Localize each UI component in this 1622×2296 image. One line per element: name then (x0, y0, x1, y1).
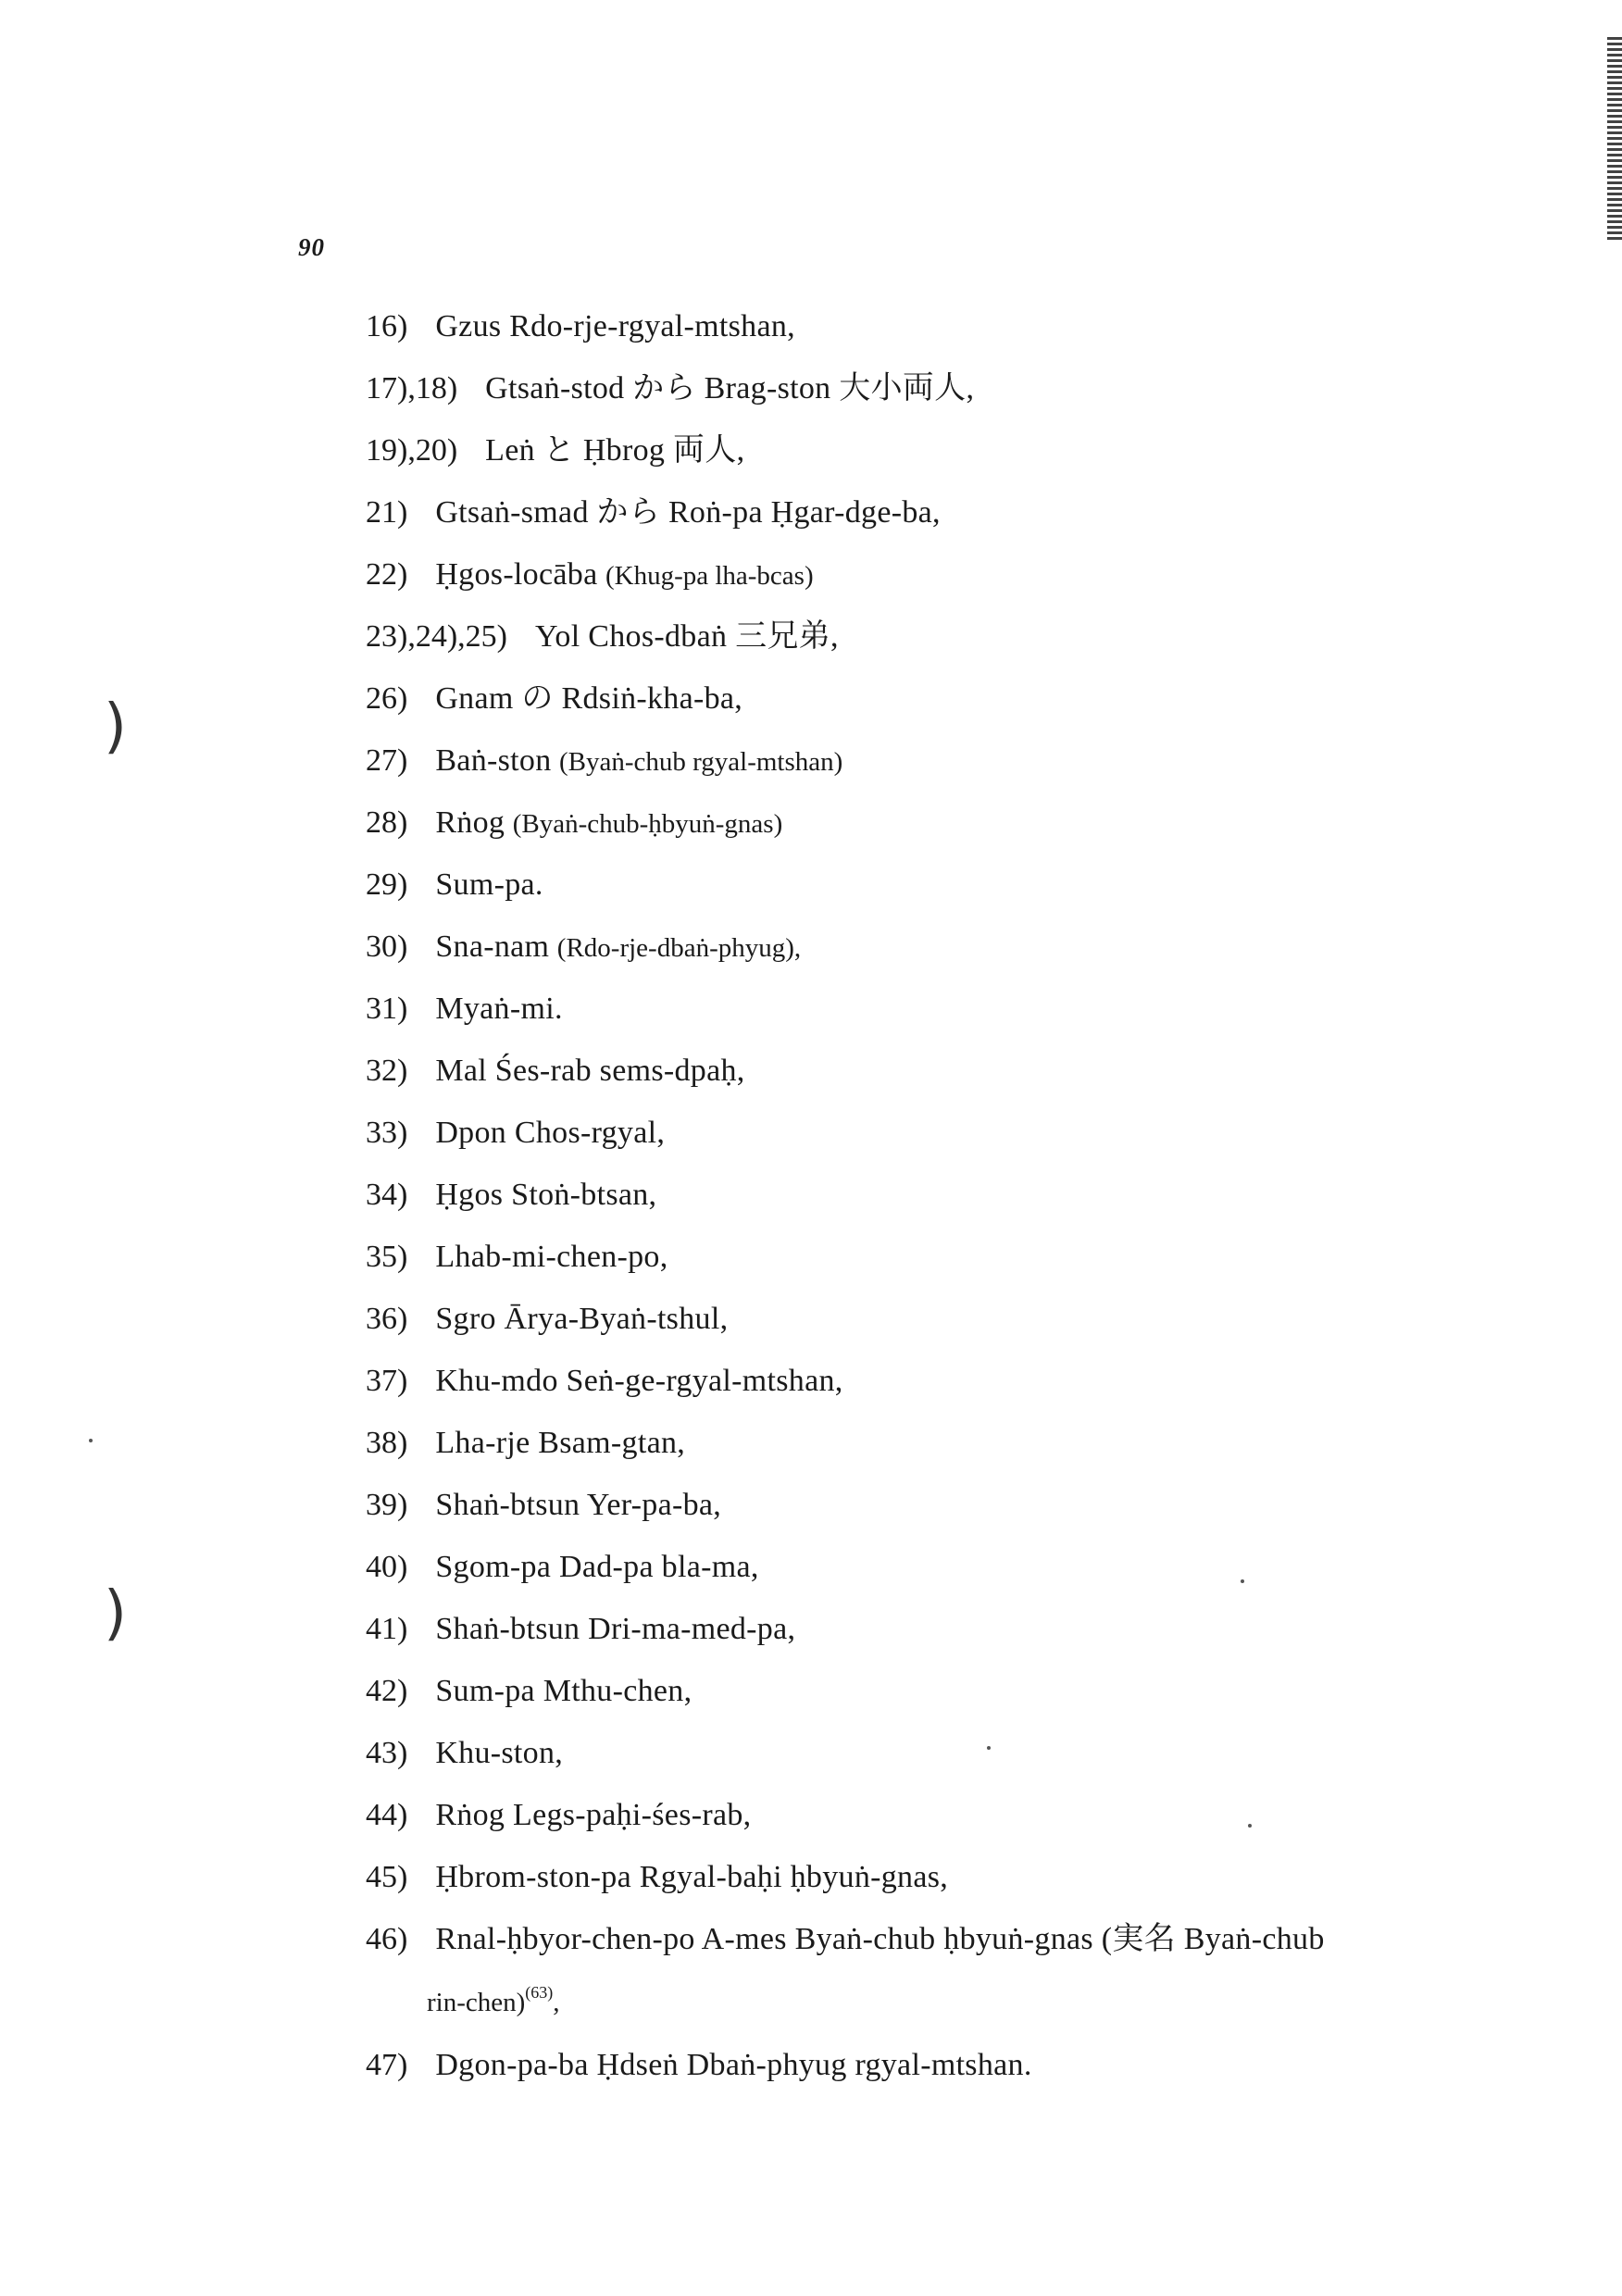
entry-text: Shaṅ-btsun Yer-pa-ba, (435, 1488, 722, 1522)
entry-number: 28) (366, 805, 408, 840)
entry-number: 39) (366, 1488, 408, 1522)
entry-text: Ḥbrom-ston-pa Rgyal-baḥi ḥbyuṅ-gnas, (435, 1860, 949, 1894)
list-item (366, 678, 1569, 740)
entry-number: 34) (366, 1178, 408, 1212)
entry-text: Baṅ-ston (435, 743, 552, 778)
entry-number: 21) (366, 495, 408, 530)
entry-number: 17),18) (366, 371, 458, 406)
entry-number: 19),20) (366, 433, 458, 468)
entry-number: 23),24),25) (366, 619, 507, 654)
entry-number: 30) (366, 930, 408, 964)
entry-number: 16) (366, 309, 408, 343)
entry-text: Sgom-pa Dad-pa bla-ma, (435, 1550, 759, 1584)
entry-continuation (366, 1961, 1569, 2034)
entry-number: 22) (366, 557, 408, 592)
entry-text: Lha-rje Bsam-gtan, (435, 1426, 686, 1460)
entry-number: 45) (366, 1860, 408, 1894)
list-item (366, 306, 1569, 368)
list-item (366, 1918, 1569, 2044)
entry-text: Ḥgos Stoṅ-btsan, (435, 1178, 657, 1212)
entry-number: 33) (366, 1116, 408, 1150)
entry-text: Sum-pa Mthu-chen, (435, 1674, 692, 1708)
entry-text: Rṅog Legs-paḥi-śes-rab, (435, 1798, 752, 1832)
list-item (366, 616, 1569, 678)
entry-text: Gzus Rdo-rje-rgyal-mtshan, (435, 309, 795, 343)
entry-text: Sna-nam (435, 930, 550, 964)
entry-number: 32) (366, 1054, 408, 1088)
entry-number: 40) (366, 1550, 408, 1584)
list-item (366, 1050, 1569, 1112)
entry-continuation-text: rin-chen) (427, 1988, 526, 2017)
entry-number: 44) (366, 1798, 408, 1832)
entry-list (366, 306, 1569, 2106)
footnote-ref: (63) (525, 1983, 554, 2002)
entry-text: Khu-mdo Seṅ-ge-rgyal-mtshan, (435, 1364, 843, 1398)
list-item (366, 1112, 1569, 1174)
entry-number: 46) (366, 1922, 408, 1956)
list-item (366, 1670, 1569, 1732)
left-margin-mark-lower: ) (104, 1579, 127, 1648)
entry-text: Khu-ston, (435, 1736, 564, 1770)
list-item (366, 1422, 1569, 1484)
left-margin-mark-upper: ) (104, 693, 127, 761)
list-item (366, 492, 1569, 554)
list-item (366, 926, 1569, 988)
entry-number: 31) (366, 992, 408, 1026)
entry-parenthetical: (Rdo-rje-dbaṅ-phyug), (556, 933, 802, 963)
entry-number: 35) (366, 1240, 408, 1274)
entry-number: 47) (366, 2048, 408, 2082)
entry-text: Dpon Chos-rgyal, (435, 1116, 666, 1150)
list-item (366, 740, 1569, 802)
entry-number: 41) (366, 1612, 408, 1646)
list-item (366, 368, 1569, 430)
entry-number: 38) (366, 1426, 408, 1460)
scan-speck (89, 1439, 93, 1442)
entry-text: Sum-pa. (435, 867, 543, 902)
list-item (366, 2044, 1569, 2106)
list-item (366, 1360, 1569, 1422)
entry-text: Gnam の Rdsiṅ-kha-ba, (435, 681, 743, 716)
list-item (366, 1608, 1569, 1670)
entry-number: 42) (366, 1674, 408, 1708)
list-item (366, 1856, 1569, 1918)
entry-text: Rṅog (435, 805, 505, 840)
list-item (366, 1236, 1569, 1298)
list-item (366, 554, 1569, 616)
entry-text: Mal Śes-rab sems-dpaḥ, (435, 1054, 745, 1088)
list-item (366, 430, 1569, 492)
entry-text: Ḥgos-locāba (435, 557, 598, 592)
entry-number: 37) (366, 1364, 408, 1398)
entry-text: Gtsaṅ-smad から Roṅ-pa Ḥgar-dge-ba, (435, 495, 941, 530)
page-number: 90 (298, 233, 325, 261)
list-item (366, 1174, 1569, 1236)
list-item (366, 1546, 1569, 1608)
entry-text: Sgro Ārya-Byaṅ-tshul, (435, 1302, 729, 1336)
scan-edge-mark (1607, 37, 1622, 241)
entry-text: Leṅ と Ḥbrog 両人, (485, 433, 745, 468)
entry-parenthetical: (Byaṅ-chub-ḥbyuṅ-gnas) (512, 809, 783, 839)
entry-number: 29) (366, 867, 408, 902)
entry-text: Shaṅ-btsun Dri-ma-med-pa, (435, 1612, 796, 1646)
entry-text: Rnal-ḥbyor-chen-po A-mes Byaṅ-chub ḥbyuṅ-gnas (実名 Byaṅ-chub (435, 1922, 1325, 1956)
entry-text: Dgon-pa-ba Ḥdseṅ Dbaṅ-phyug rgyal-mtshan. (435, 2048, 1032, 2082)
list-item (366, 802, 1569, 864)
list-item (366, 1298, 1569, 1360)
entry-number: 43) (366, 1736, 408, 1770)
entry-number: 27) (366, 743, 408, 778)
entry-text: Myaṅ-mi. (435, 992, 563, 1026)
entry-parenthetical: (Khug-pa lha-bcas) (605, 561, 814, 591)
list-item (366, 988, 1569, 1050)
list-item (366, 1484, 1569, 1546)
list-item (366, 1732, 1569, 1794)
list-item (366, 864, 1569, 926)
entry-text: Gtsaṅ-stod から Brag-ston 大小両人, (485, 371, 975, 406)
list-item (366, 1794, 1569, 1856)
entry-text: Lhab-mi-chen-po, (435, 1240, 668, 1274)
entry-parenthetical: (Byaṅ-chub rgyal-mtshan) (559, 747, 843, 777)
entry-text: Yol Chos-dbaṅ 三兄弟, (534, 619, 839, 654)
entry-continuation-tail: , (553, 1988, 560, 2017)
entry-number: 26) (366, 681, 408, 716)
entry-number: 36) (366, 1302, 408, 1336)
